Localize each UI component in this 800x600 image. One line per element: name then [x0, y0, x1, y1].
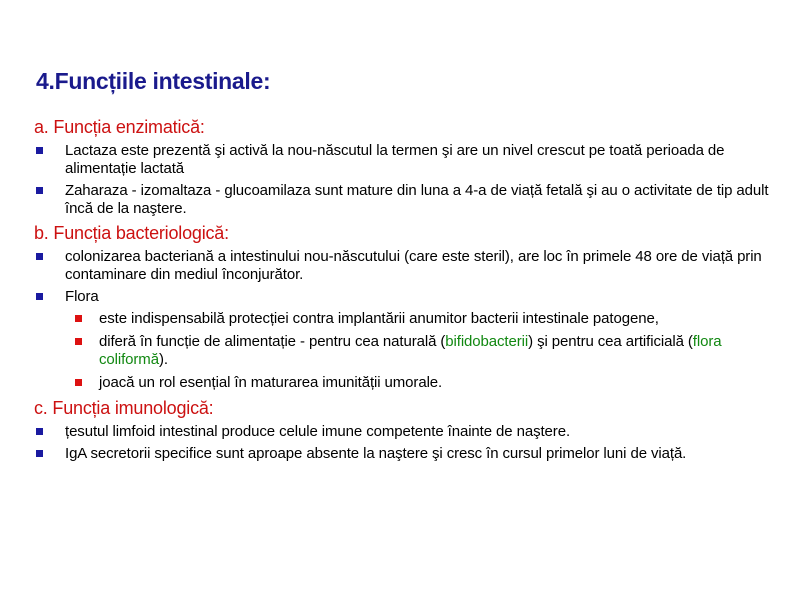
square-bullet-icon — [36, 253, 43, 260]
list-item-text: Lactaza este prezentă şi activă la nou-născutul la termen şi are un nivel crescut pe toată perioada de alimentație lactată — [65, 142, 725, 177]
square-bullet-icon — [36, 293, 43, 300]
section-heading-immunological: c. Funcția imunologică: — [34, 398, 214, 418]
square-bullet-icon — [36, 187, 43, 194]
square-bullet-icon — [36, 450, 43, 457]
highlight-coliform-flora: flora coliformă — [99, 333, 722, 368]
section-heading-bacteriological: b. Funcția bacteriologică: — [34, 223, 229, 243]
highlight-bifidobacteria: bifidobacterii — [445, 333, 529, 350]
text-fragment: ). — [158, 351, 168, 368]
list-item — [34, 142, 784, 178]
list-item — [34, 248, 784, 284]
list-item-text: țesutul limfoid intestinal produce celule imune competente înainte de naştere. — [65, 423, 571, 440]
list-item-text: colonizarea bacteriană a intestinului nou-născutului (care este steril), are loc în primele 48 ore de viață prin contaminare din mediul înconjurător. — [65, 248, 762, 283]
slide-content — [34, 116, 784, 467]
square-bullet-icon — [75, 338, 82, 345]
list-item-text: IgA secretorii specifice sunt aproape absente la naştere şi cresc în cursul primelor luni de viață. — [65, 445, 687, 462]
sub-list-item-text: joacă un rol esențial în maturarea imunității umorale. — [99, 374, 443, 391]
text-fragment: ) şi pentru cea artificială ( — [528, 333, 693, 350]
sub-list-item — [34, 310, 784, 328]
list-item — [34, 445, 784, 463]
square-bullet-icon — [75, 379, 82, 386]
sub-list-item — [34, 374, 784, 392]
list-item — [34, 288, 784, 306]
square-bullet-icon — [36, 428, 43, 435]
slide-title: 4.Funcțiile intestinale: — [36, 68, 271, 94]
section-heading-enzymatic: a. Funcția enzimatică: — [34, 117, 205, 137]
list-item-text: Zaharaza - izomaltaza - glucoamilaza sunt mature din luna a 4-a de viață fetală şi au o activitate de tip adult încă de la naştere. — [65, 182, 769, 217]
square-bullet-icon — [75, 315, 82, 322]
sub-list-item-text: este indispensabilă protecției contra implantării anumitor bacterii intestinale patogene, — [99, 310, 659, 327]
square-bullet-icon — [36, 147, 43, 154]
list-item — [34, 182, 784, 218]
list-item-text: Flora — [65, 288, 99, 305]
text-fragment: diferă în funcție de alimentație - pentru cea naturală ( — [99, 333, 446, 350]
sub-list-item — [34, 333, 784, 369]
list-item — [34, 423, 784, 441]
sub-list-item-text — [99, 333, 721, 368]
